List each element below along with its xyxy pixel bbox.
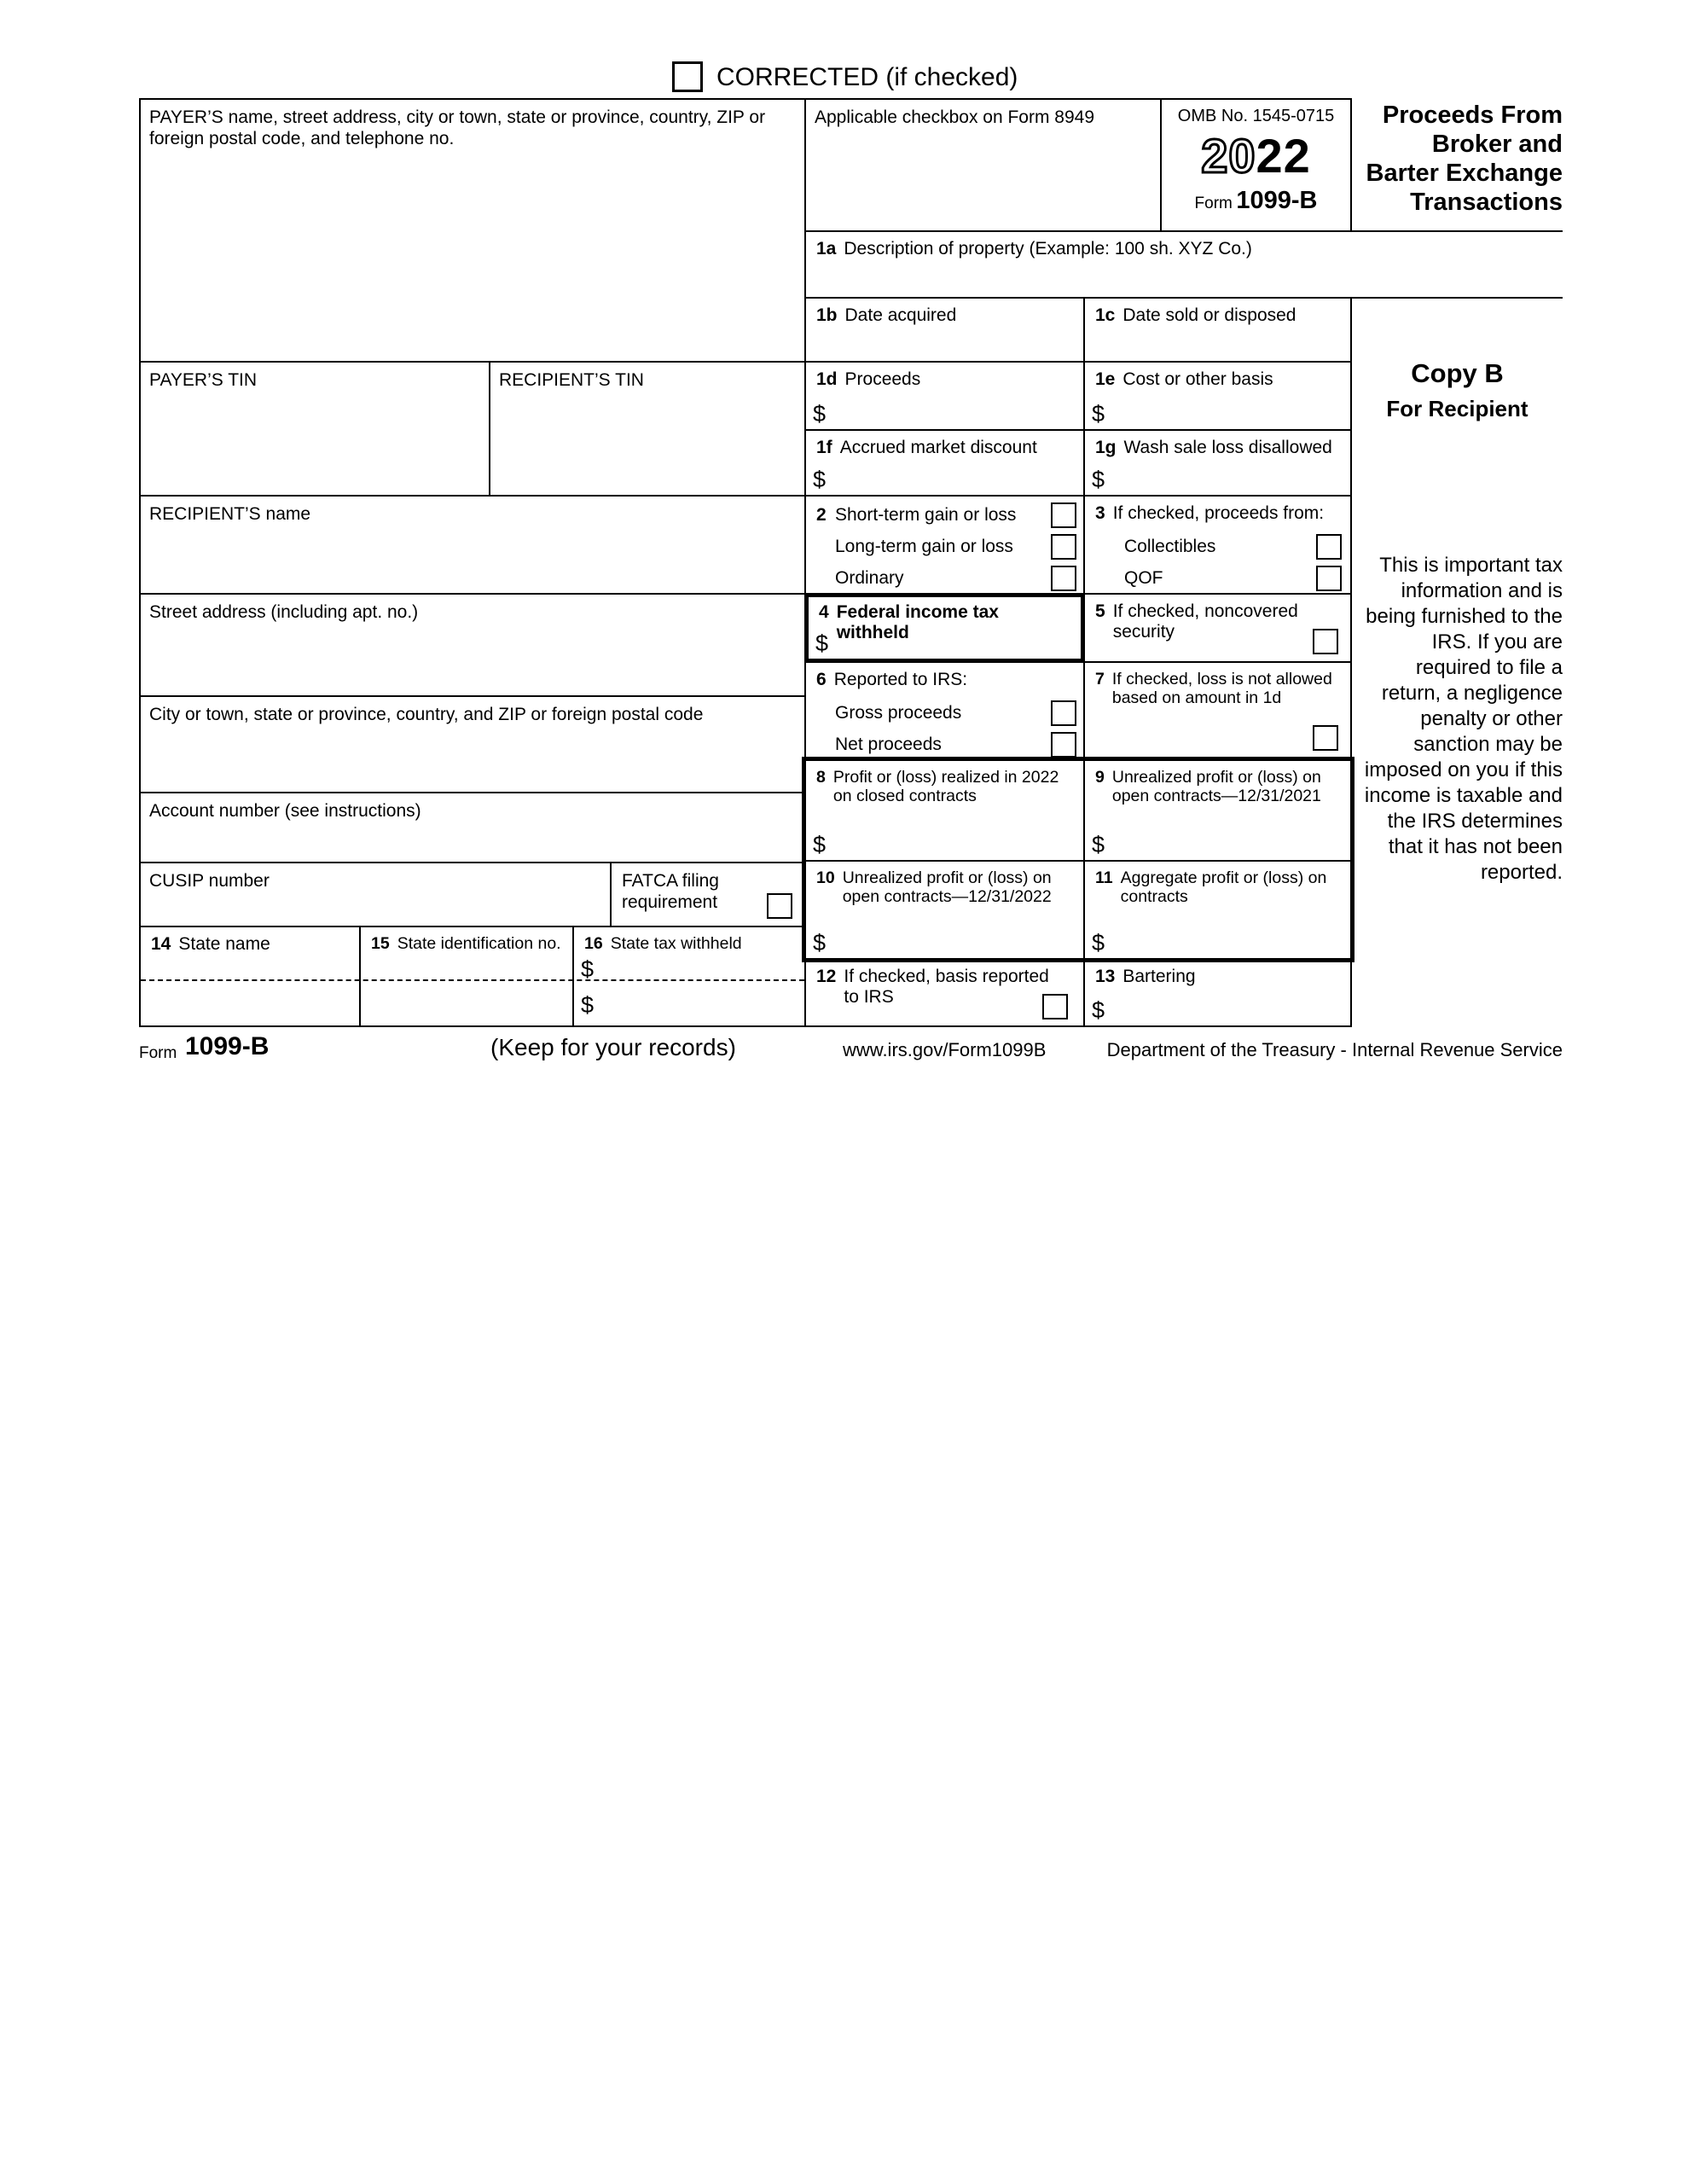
box1a-label: Description of property (Example: 100 sh. XYZ Co.) <box>844 239 1252 258</box>
box1d-label: Proceeds <box>844 369 921 389</box>
form-title: Proceeds From Broker and Barter Exchange Transactions <box>1366 102 1563 216</box>
box11-aggregate-profit-loss[interactable]: 11 Aggregate profit or (loss) on contracts $ <box>1083 860 1352 960</box>
box1a-description[interactable]: 1a Description of property (Example: 100 sh. XYZ Co.) <box>804 230 1563 299</box>
box1f-dollar: $ <box>813 467 827 492</box>
box10-unrealized-2022[interactable]: 10 Unrealized profit or (loss) on open contracts—12/31/2022 $ <box>804 860 1085 960</box>
applicable-checkbox-8949-box[interactable] <box>804 98 1162 232</box>
box3-qof-label: QOF <box>1124 568 1163 588</box>
box1b-label: Date acquired <box>844 305 957 325</box>
box6-gross-proceeds-label: Gross proceeds <box>835 703 962 723</box>
recipient-tin-label: RECIPIENT’S TIN <box>499 370 644 390</box>
box4-federal-tax-withheld[interactable]: 4 Federal income tax withheld $ <box>804 593 1085 663</box>
box11-dollar: $ <box>1092 930 1105 956</box>
box13-label: Bartering <box>1122 967 1196 986</box>
tax-year: 2022 <box>1201 129 1311 183</box>
box8-dollar: $ <box>813 832 827 857</box>
box7-loss-not-allowed: 7 If checked, loss is not allowed based on amount in 1d <box>1083 661 1352 761</box>
footer-keep-note: (Keep for your records) <box>490 1034 736 1060</box>
box12-label: If checked, basis reported to IRS <box>844 967 1049 1007</box>
state-row-dashed-divider <box>141 979 804 981</box>
recipient-name-label: RECIPIENT’S name <box>149 504 311 524</box>
for-recipient-label: For Recipient <box>1386 396 1528 421</box>
box1b-date-acquired[interactable]: 1b Date acquired <box>804 297 1085 363</box>
box2-short-term-label: Short-term gain or loss <box>835 505 1017 525</box>
box2-gain-loss-type: 2 Short-term gain or loss Long-term gain or loss Ordinary <box>804 495 1085 595</box>
box5-checkbox[interactable] <box>1313 629 1338 654</box>
box6-gross-proceeds-checkbox[interactable] <box>1051 700 1076 726</box>
box9-dollar: $ <box>1092 832 1105 857</box>
box1g-dollar: $ <box>1092 467 1105 492</box>
box1e-cost-basis[interactable]: 1e Cost or other basis $ <box>1083 361 1352 431</box>
account-number-box[interactable] <box>139 792 806 863</box>
box3-proceeds-from: 3 If checked, proceeds from: Collectibles QOF <box>1083 495 1352 595</box>
box8-profit-loss-closed[interactable]: 8 Profit or (loss) realized in 2022 on closed contracts $ <box>804 759 1085 862</box>
recipient-notice: This is important tax information and is being furnished to the IRS. If you are required to file a return, a negligence penalty or other sanction may be imposed on you if this income is taxable and the IRS determines that it has not been reported. <box>1364 554 1563 884</box>
box9-label: Unrealized profit or (loss) on open contracts—12/31/2021 <box>1111 768 1321 805</box>
omb-year-box <box>1160 98 1352 232</box>
footer-irs-url[interactable]: www.irs.gov/Form1099B <box>843 1039 1047 1060</box>
recipient-name-box[interactable] <box>139 495 806 595</box>
box3-collectibles-checkbox[interactable] <box>1316 534 1342 560</box>
box3-label: If checked, proceeds from: <box>1112 503 1325 523</box>
box9-unrealized-2021[interactable]: 9 Unrealized profit or (loss) on open contracts—12/31/2021 $ <box>1083 759 1352 862</box>
box4-dollar: $ <box>815 630 829 656</box>
omb-number: OMB No. 1545-0715 <box>1177 107 1335 125</box>
street-address-label: Street address (including apt. no.) <box>149 602 419 622</box>
street-address-box[interactable] <box>139 593 806 697</box>
box6-net-proceeds-label: Net proceeds <box>835 735 942 754</box>
box1c-date-sold[interactable]: 1c Date sold or disposed <box>1083 297 1352 363</box>
copy-b-label: Copy B <box>1411 358 1504 388</box>
city-state-zip-label: City or town, state or province, country, and ZIP or foreign postal code <box>149 705 704 724</box>
box15-label: State identification no. <box>397 934 561 953</box>
box16-dollar-1: $ <box>581 956 595 982</box>
payer-name-label: PAYER’S name, street address, city or town, state or province, country, ZIP or foreign postal code, and telephone no. <box>149 107 766 148</box>
box6-label: Reported to IRS: <box>833 670 968 689</box>
footer-form-number: 1099-B <box>185 1032 270 1060</box>
city-state-zip-box[interactable] <box>139 695 806 793</box>
box2-ordinary-label: Ordinary <box>835 568 904 588</box>
box7-label: If checked, loss is not allowed based on amount in 1d <box>1111 670 1332 707</box>
box11-label: Aggregate profit or (loss) on contracts <box>1120 868 1327 906</box>
box6-net-proceeds-checkbox[interactable] <box>1051 732 1076 758</box>
box1f-accrued-market-discount[interactable]: 1f Accrued market discount $ <box>804 429 1085 497</box>
cusip-number-box[interactable] <box>139 862 612 927</box>
box6-reported-to-irs: 6 Reported to IRS: Gross proceeds Net proceeds <box>804 661 1085 761</box>
box13-bartering[interactable]: 13 Bartering $ <box>1083 958 1352 1027</box>
box5-noncovered-security: 5 If checked, noncovered security <box>1083 593 1352 663</box>
box14-state-name[interactable]: 14 State name <box>139 926 361 1027</box>
box8-label: Profit or (loss) realized in 2022 on closed contracts <box>832 768 1059 805</box>
box16-dollar-2: $ <box>581 992 595 1018</box>
box4-label: Federal income tax withheld <box>836 602 999 642</box>
box12-checkbox[interactable] <box>1042 994 1068 1019</box>
box5-label: If checked, noncovered security <box>1112 601 1298 642</box>
box2-ordinary-checkbox[interactable] <box>1051 566 1076 591</box>
corrected-checkbox[interactable] <box>672 61 703 92</box>
applicable-checkbox-label: Applicable checkbox on Form 8949 <box>815 107 1095 127</box>
box1f-label: Accrued market discount <box>839 438 1037 457</box>
form-number-header: Form 1099-B <box>1194 187 1318 214</box>
recipient-tin-box[interactable] <box>489 361 806 497</box>
box14-label: State name <box>178 934 270 954</box>
box1e-label: Cost or other basis <box>1122 369 1273 389</box>
cusip-number-label: CUSIP number <box>149 871 270 891</box>
box16-label: State tax withheld <box>610 934 742 953</box>
fatca-label-line1: FATCA filing <box>622 871 719 891</box>
footer-treasury-label: Department of the Treasury - Internal Revenue Service <box>1106 1039 1563 1060</box>
box10-label: Unrealized profit or (loss) on open contracts—12/31/2022 <box>842 868 1052 906</box>
payer-tin-box[interactable] <box>139 361 490 497</box>
box1d-proceeds[interactable]: 1d Proceeds $ <box>804 361 1085 431</box>
footer-form-word: Form <box>139 1044 177 1062</box>
account-number-label: Account number (see instructions) <box>149 801 421 821</box>
box1c-label: Date sold or disposed <box>1122 305 1296 325</box>
box2-long-term-label: Long-term gain or loss <box>835 537 1013 556</box>
box10-dollar: $ <box>813 930 827 956</box>
box3-qof-checkbox[interactable] <box>1316 566 1342 591</box>
payer-name-address-box[interactable] <box>139 98 806 363</box>
box1g-label: Wash sale loss disallowed <box>1123 438 1332 457</box>
payer-tin-label: PAYER’S TIN <box>149 370 258 390</box>
copy-b-block <box>1352 358 1563 422</box>
box16-state-tax-withheld[interactable]: 16 State tax withheld $ $ <box>572 926 806 1027</box>
fatca-checkbox[interactable] <box>767 893 792 919</box>
box3-collectibles-label: Collectibles <box>1124 537 1216 556</box>
fatca-label-line2: requirement <box>622 892 718 912</box>
box13-dollar: $ <box>1092 997 1105 1023</box>
box2-long-term-checkbox[interactable] <box>1051 534 1076 560</box>
fatca-filing-box <box>610 862 806 927</box>
box1g-wash-sale-loss[interactable]: 1g Wash sale loss disallowed $ <box>1083 429 1352 497</box>
box7-checkbox[interactable] <box>1313 725 1338 751</box>
corrected-label: CORRECTED (if checked) <box>716 63 1018 91</box>
box1d-dollar: $ <box>813 401 827 427</box>
box12-basis-reported: 12 If checked, basis reported to IRS <box>804 958 1085 1027</box>
box2-short-term-checkbox[interactable] <box>1051 502 1076 528</box>
box1e-dollar: $ <box>1092 401 1105 427</box>
box15-state-id[interactable]: 15 State identification no. <box>359 926 574 1027</box>
